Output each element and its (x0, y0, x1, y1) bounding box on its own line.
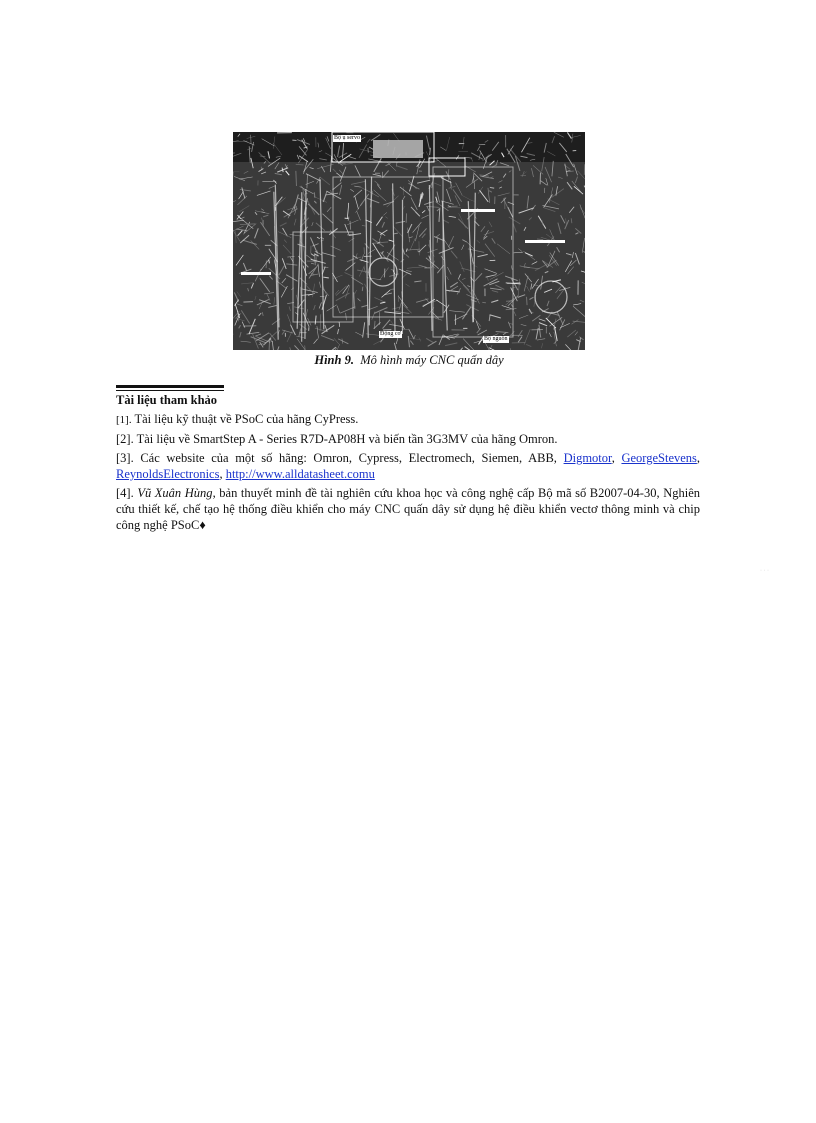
end-diamond-icon: ♦ (199, 518, 206, 532)
references-heading: Tài liệu tham khảo (116, 393, 218, 407)
section-rule-thick (116, 385, 224, 388)
section-rule-thin (116, 390, 224, 391)
stray-mark: · · · (760, 568, 769, 574)
link-alldatasheet[interactable]: http://www.alldatasheet.comu (225, 467, 375, 481)
reference-number: [2]. (116, 432, 134, 446)
reference-2 (116, 431, 700, 447)
link-reynoldselectronics[interactable]: ReynoldsElectronics (116, 467, 220, 481)
reference-1 (116, 411, 700, 428)
reference-number: [1]. (116, 414, 132, 426)
link-georgestevens[interactable]: GeorgeStevens (621, 451, 697, 465)
reference-text: Các website của một số hãng: Omron, Cypress, Electromech, Siemen, ABB, (140, 451, 557, 465)
reference-text: Tài liệu kỹ thuật về PSoC của hãng CyPress. (134, 412, 359, 426)
reference-3: [3]. Các website của một số hãng: Omron, Cypress, Electromech, Siemen, ABB, Digmotor, GeorgeStevens, ReynoldsElectronics, http://www.alldatasheet.comu (116, 451, 701, 481)
figure-caption (233, 353, 585, 368)
figure-label-mark-2 (525, 240, 565, 243)
reference-text: Tài liệu về SmartStep A - Series R7D-AP08H và biến tần 3G3MV của hãng Omron. (136, 432, 558, 446)
figure-caption-text: Mô hình máy CNC quấn dây (360, 353, 504, 367)
reference-number: [4]. (116, 486, 134, 500)
reference-number: [3]. (116, 451, 134, 465)
reference-4 (116, 485, 700, 533)
cnc-machine-figure (233, 132, 585, 350)
references-section (116, 392, 700, 536)
figure-label-power: Bộ nguồn (484, 336, 508, 342)
figure-number: Hình 9. (314, 353, 354, 367)
figure-label-mark-3 (241, 272, 271, 275)
figure-label-servo: Bộ ụ servo (334, 135, 360, 141)
link-digmotor[interactable]: Digmotor (563, 451, 612, 465)
reference-text: , bản thuyết minh đề tài nghiên cứu khoa học và công nghệ cấp Bộ mã số B2007-04-30, Nghiên cứu thiết kế, chế tạo hệ thống điều khiển cho máy CNC quấn dây sử dụng hệ điều khiển vectơ thông minh và chip công nghệ PSoC (116, 486, 700, 532)
figure-label-motor: Động cơ (380, 331, 401, 337)
figure-label-mark-1 (461, 209, 495, 212)
reference-author: Vũ Xuân Hùng (137, 486, 213, 500)
